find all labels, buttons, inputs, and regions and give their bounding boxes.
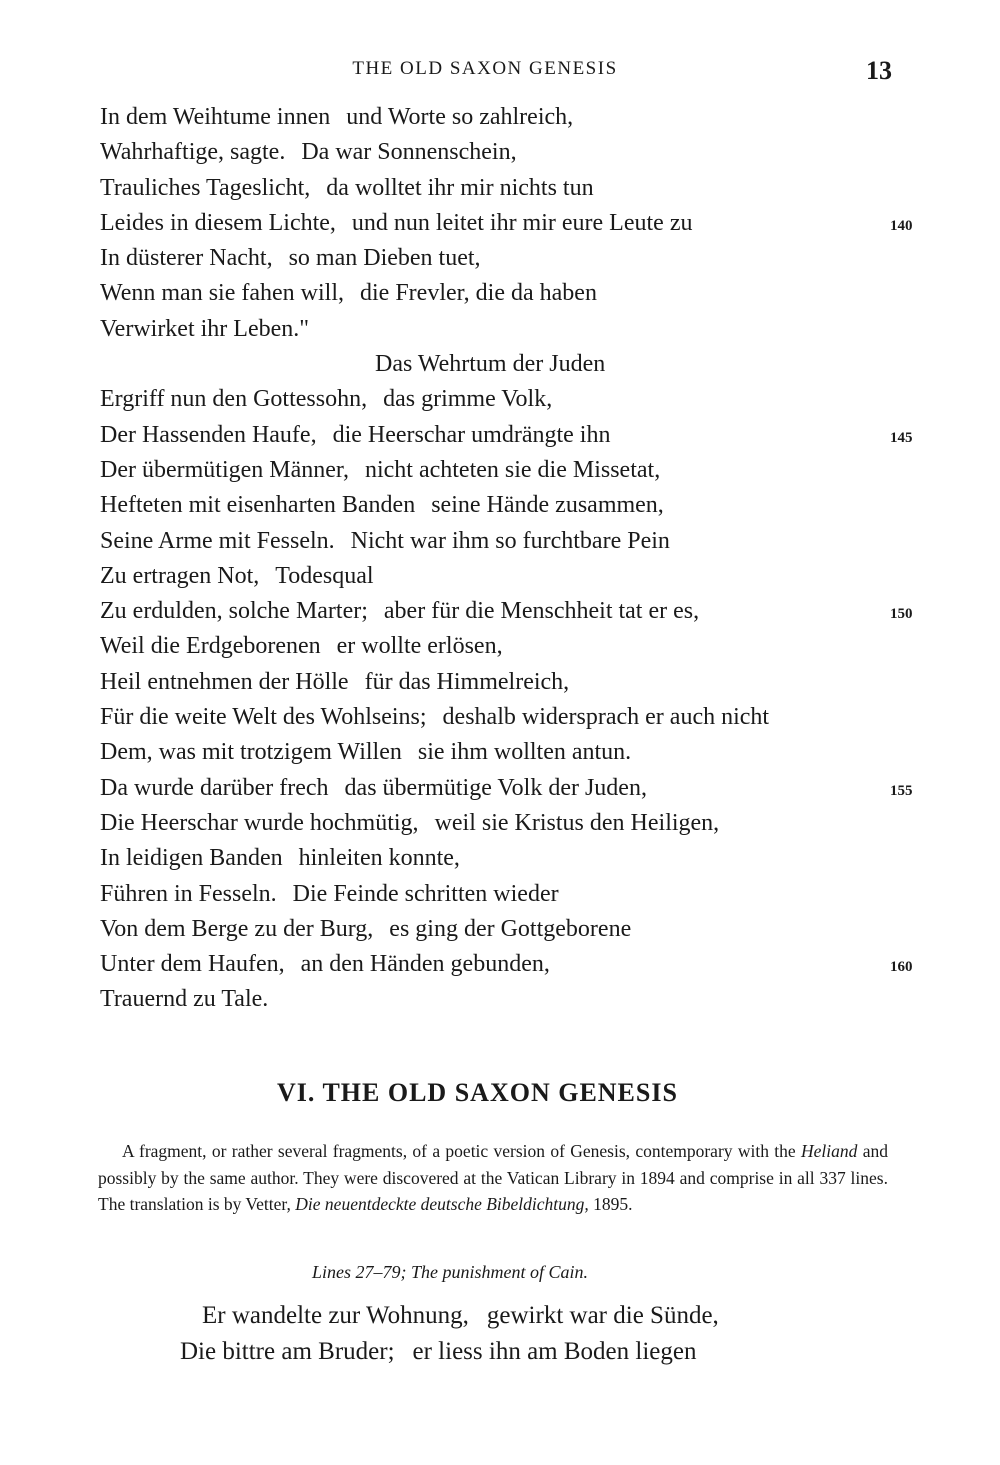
intro-text: and possibly by the same author. They were discovered at the Vatican Library in 1894 and comprise in all 337 lines. The translation is by Vetter, (98, 1141, 888, 1214)
line-number: 160 (890, 959, 913, 976)
verse-half-line: Die bittre am Bruder; (180, 1338, 395, 1365)
verse-half-line: Unter dem Haufen, (100, 951, 285, 978)
verse-half-line: Seine Arme mit Fesseln. (100, 527, 335, 554)
verse-half-line: Weil die Erdgeborenen (100, 633, 321, 660)
verse-half-line: In düsterer Nacht, (100, 245, 273, 272)
verse-half-line: Führen in Fesseln. (100, 880, 277, 907)
verse-half-line: Dem, was mit trotzigem Willen (100, 739, 402, 766)
verse-half-line: das übermütige Volk der Juden, (344, 774, 647, 801)
verse-line (100, 877, 980, 912)
verse-line (100, 206, 980, 241)
verse-half-line: gewirkt war die Sünde, (486, 1302, 719, 1329)
verse-line (100, 347, 980, 382)
verse-half-line: und nun leitet ihr mir eure Leute zu (351, 209, 693, 236)
excerpt-caption: Lines 27–79; The punishment of Cain. (311, 1262, 588, 1282)
verse-half-line: Er wandelte zur Wohnung, (202, 1302, 469, 1329)
line-number: 140 (890, 217, 913, 234)
verse-half-line: Wenn man sie fahen will, (100, 280, 344, 307)
verse-line (100, 559, 980, 594)
intro-text: 1895. (593, 1194, 633, 1214)
verse-half-line: die Frevler, die da haben (360, 280, 597, 307)
verse-line (100, 841, 980, 876)
verse-half-line: Ergriff nun den Gottessohn, (100, 386, 368, 413)
line-number: 150 (890, 606, 913, 623)
verse-half-line: Der übermütigen Männer, (100, 456, 349, 483)
verse-line (100, 135, 980, 170)
verse-line (100, 912, 980, 947)
verse-line (100, 524, 980, 559)
verse-half-line: In leidigen Banden (100, 845, 283, 872)
verse-half-line: sie ihm wollten antun. (417, 739, 632, 766)
verse-half-line: Leides in diesem Lichte, (100, 209, 336, 236)
verse-line (100, 700, 980, 735)
section-title: VI. THE OLD SAXON GENESIS (277, 1078, 678, 1107)
verse-half-line: Von dem Berge zu der Burg, (100, 915, 374, 942)
verse-half-line: Heil entnehmen der Hölle (100, 668, 349, 695)
intro-italic-title: Heliand (801, 1141, 858, 1161)
intro-italic-book: Die neuentdeckte deutsche Bibeldichtung, (295, 1194, 589, 1214)
verse-line (100, 594, 980, 629)
verse-line (100, 241, 980, 276)
verse-half-line: das grimme Volk, (383, 386, 553, 413)
verse-half-line: Trauernd zu Tale. (100, 986, 269, 1013)
verse-half-line: Hefteten mit eisenharten Banden (100, 492, 416, 519)
genesis-excerpt (180, 1298, 900, 1370)
line-number: 145 (890, 429, 913, 446)
verse-half-line: er wollte erlösen, (336, 633, 503, 660)
verse-line (100, 382, 980, 417)
verse-line (100, 947, 980, 982)
verse-half-line: an den Händen gebunden, (300, 951, 550, 978)
verse-half-line: In dem Weihtume innen (100, 104, 331, 130)
verse-half-line: Nicht war ihm so furchtbare Pein (350, 527, 670, 554)
verse-line (100, 488, 980, 523)
verse-half-line: hinleiten konnte, (298, 845, 460, 872)
verse-half-line: Die Feinde schritten wieder (292, 880, 559, 907)
verse-half-line: seine Hände zusammen, (431, 492, 664, 519)
intro-text: A fragment, or rather several fragments, of a poetic version of Genesis, contemporary with the (122, 1141, 796, 1161)
verse-half-line: Todesqual (275, 562, 374, 589)
verse-half-line: nicht achteten sie die Missetat, (364, 456, 661, 483)
page-number: 13 (866, 56, 892, 85)
verse-half-line: er liess ihn am Boden liegen (412, 1338, 697, 1365)
verse-half-line: Wahrhaftige, sagte. (100, 139, 286, 166)
verse-half-line: aber für die Menschheit tat er es, (383, 598, 700, 625)
verse-half-line: Der Hassenden Haufe, (100, 421, 317, 448)
verse-line (100, 771, 980, 806)
verse-half-line: Für die weite Welt des Wohlseins; (100, 704, 427, 731)
verse-line (100, 735, 980, 770)
verse-half-line: und Worte so zahlreich, (346, 104, 574, 130)
verse-half-line: Verwirket ihr Leben." (100, 315, 310, 342)
verse-line (100, 276, 980, 311)
section-intro (98, 1138, 888, 1218)
verse-line (100, 665, 980, 700)
verse-half-line: so man Dieben tuet, (288, 245, 481, 272)
verse-half-line: Zu ertragen Not, (100, 562, 260, 589)
verse-half-line: deshalb widersprach er auch nicht (442, 704, 770, 731)
verse-line (100, 453, 980, 488)
verse-half-line: da wolltet ihr mir nichts tun (326, 174, 594, 201)
verse-half-line: Das Wehrtum der Juden (375, 351, 606, 378)
verse-line (100, 806, 980, 841)
verse-line (100, 418, 980, 453)
verse-line (100, 100, 980, 135)
verse-line (100, 171, 980, 206)
verse-half-line: Trauliches Tageslicht, (100, 174, 311, 201)
verse-line (100, 982, 980, 1017)
verse-half-line: die Heerschar umdrängte ihn (332, 421, 611, 448)
verse-half-line: weil sie Kristus den Heiligen, (434, 809, 720, 836)
verse-half-line: Die Heerschar wurde hochmütig, (100, 809, 419, 836)
verse-half-line: Zu erdulden, solche Marter; (100, 598, 368, 625)
verse-line (100, 312, 980, 347)
verse-half-line: Da wurde darüber frech (100, 774, 329, 801)
verse-half-line: Da war Sonnenschein, (301, 139, 517, 166)
verse-half-line: es ging der Gottgeborene (389, 915, 632, 942)
verse-line (100, 629, 980, 664)
verse-line (180, 1334, 900, 1370)
running-head: THE OLD SAXON GENESIS (352, 58, 618, 79)
verse-half-line: für das Himmelreich, (364, 668, 570, 695)
verse-line (180, 1298, 900, 1334)
heliand-excerpt (100, 100, 980, 1018)
line-number: 155 (890, 782, 913, 799)
